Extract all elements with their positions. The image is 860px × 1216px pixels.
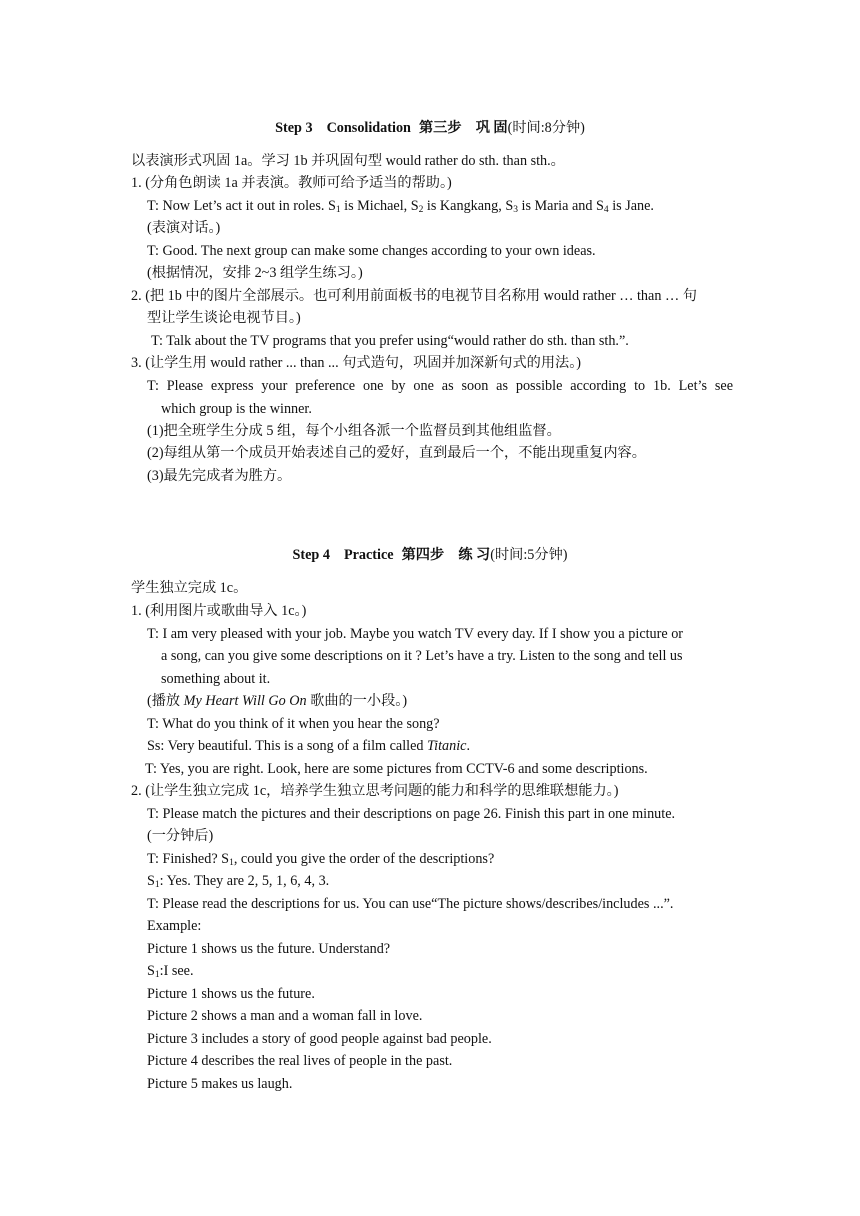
song-title: My Heart Will Go On <box>183 693 307 709</box>
step3-t2: T: Good. The next group can make some changes according to your own ideas. <box>147 243 596 259</box>
step3-item2-line1: 2. (把 1b 中的图片全部展示。也可利用前面板书的电视节目名称用 would rather … than … 句 <box>131 288 697 304</box>
step4-play-note: (播放 My Heart Will Go On 歌曲的一小段。) <box>147 693 408 709</box>
step4-e1: Picture 1 shows us the future. Understand? <box>147 941 391 957</box>
step4-p1: Picture 1 shows us the future. <box>147 986 315 1002</box>
step4-p5: Picture 5 makes us laugh. <box>147 1076 293 1092</box>
step4-t4: T: Please match the pictures and their descriptions on page 26. Finish this part in one minute. <box>147 806 676 822</box>
step3-intro: 以表演形式巩固 1a。学习 1b 并巩固句型 would rather do sth. than sth.。 <box>131 153 565 169</box>
step4-example: Example: <box>147 918 202 934</box>
step4-p4: Picture 4 describes the real lives of people in the past. <box>147 1053 453 1069</box>
step3-t1: T: Now Let’s act it out in roles. $S_1$ is Michael, $S_2$ is Kangkang, $S_3$ is Maria and $S_4$ is Jane. <box>147 198 654 215</box>
step4-item1: 1. (利用图片或歌曲导入 1c。) <box>131 603 307 619</box>
step3-title-en: Consolidation <box>326 120 411 136</box>
step4-intro: 学生独立完成 1c。 <box>131 580 248 596</box>
step3-time: (时间:8分钟) <box>507 120 585 136</box>
step4-t1-line2: a song, can you give some descriptions on it ? Let’s have a try. Listen to the song and tell us <box>161 648 683 664</box>
step4-heading <box>0 545 860 565</box>
step4-s1: $S_1$: Yes. They are 2, 5, 1, 6, 4, 3. <box>147 873 330 890</box>
step4-after: (一分钟后) <box>147 828 214 844</box>
step4-e2: $S_1:I$ see. <box>147 963 194 980</box>
step4-t6: T: Please read the descriptions for us. You can use“The picture shows/describes/includes ...”. <box>147 896 674 912</box>
step4-t3: T: Yes, you are right. Look, here are some pictures from CCTV-6 and some descriptions. <box>145 761 648 777</box>
step4-item2: 2. (让学生独立完成 1c，培养学生独立思考问题的能力和科学的思维联想能力。) <box>131 783 619 799</box>
step3-item3: 3. (让学生用 would rather ... than ... 句式造句，巩固并加深新句式的用法。) <box>131 355 582 371</box>
step4-t1-line3: something about it. <box>161 671 271 687</box>
step4-t1-line1: T: I am very pleased with your job. Maybe you watch TV every day. If I show you a picture or <box>147 626 684 642</box>
step3-t4-line2: which group is the winner. <box>161 401 312 417</box>
step4-ss: Ss: Very beautiful. This is a song of a film called Titanic. <box>147 738 470 754</box>
step3-label: Step 3 <box>275 120 313 136</box>
step3-item1: 1. (分角色朗读 1a 并表演。教师可给予适当的帮助。) <box>131 175 452 191</box>
step3-heading <box>0 118 860 138</box>
step3-perform: (表演对话。) <box>147 220 221 236</box>
step4-title-cn: 第四步 练 习 <box>401 547 491 563</box>
step3-title-cn: 第三步 巩 固 <box>418 120 508 136</box>
step3-rule2: (2)每组从第一个成员开始表述自己的爱好，直到最后一个，不能出现重复内容。 <box>147 445 646 461</box>
step3-rule3: (3)最先完成者为胜方。 <box>147 468 292 484</box>
step4-p2: Picture 2 shows a man and a woman fall in love. <box>147 1008 423 1024</box>
step3-rule1: (1)把全班学生分成 5 组，每个小组各派一个监督员到其他组监督。 <box>147 423 561 439</box>
step3-t4-line1: T: Please express your preference one by one as soon as possible according to 1b. Let’s see <box>147 378 733 394</box>
step4-t2: T: What do you think of it when you hear the song? <box>147 716 440 732</box>
step4-p3: Picture 3 includes a story of good people against bad people. <box>147 1031 492 1047</box>
step4-title-en: Practice <box>343 547 394 563</box>
step3-t3: T: Talk about the TV programs that you prefer using“would rather do sth. than sth.”. <box>151 333 629 349</box>
step4-t5: T: Finished? $S_1$, could you give the order of the descriptions? <box>147 851 495 868</box>
step3-item2-line2: 型让学生谈论电视节目。) <box>147 310 301 326</box>
step4-time: (时间:5分钟) <box>490 547 568 563</box>
step4-label: Step 4 <box>292 547 330 563</box>
step3-arrange: (根据情况，安排 2~3 组学生练习。) <box>147 265 363 281</box>
film-title: Titanic <box>427 738 467 754</box>
